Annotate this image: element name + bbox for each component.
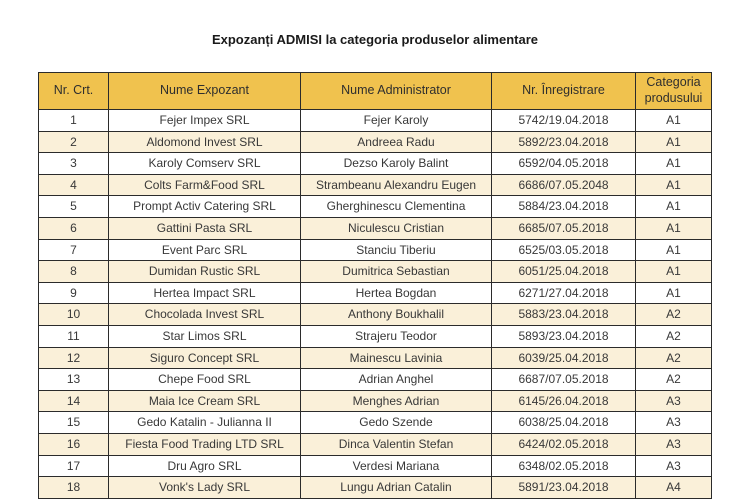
cell-expozant: Vonk's Lady SRL: [109, 477, 301, 499]
cell-administrator: Anthony Boukhalil: [301, 304, 492, 326]
cell-expozant: Fejer Impex SRL: [109, 110, 301, 132]
cell-expozant: Dru Agro SRL: [109, 455, 301, 477]
table-row: [39, 153, 712, 175]
page-title: Expozanți ADMISI la categoria produselor alimentare: [211, 32, 539, 47]
cell-categoria: A1: [636, 196, 712, 218]
cell-expozant: Event Parc SRL: [109, 239, 301, 261]
cell-administrator: Dumitrica Sebastian: [301, 261, 492, 283]
table-row: [39, 174, 712, 196]
cell-nr: 17: [39, 455, 109, 477]
cell-categoria: A3: [636, 433, 712, 455]
cell-inregistrare: 6686/07.05.2048: [492, 174, 636, 196]
cell-inregistrare: 5891/23.04.2018: [492, 477, 636, 499]
cell-categoria: A1: [636, 239, 712, 261]
cell-expozant: Dumidan Rustic SRL: [109, 261, 301, 283]
cell-nr: 1: [39, 110, 109, 132]
cell-administrator: Gedo Szende: [301, 412, 492, 434]
cell-inregistrare: 5892/23.04.2018: [492, 131, 636, 153]
cell-inregistrare: 5884/23.04.2018: [492, 196, 636, 218]
cell-inregistrare: 6687/07.05.2018: [492, 369, 636, 391]
cell-expozant: Gattini Pasta SRL: [109, 217, 301, 239]
cell-categoria: A3: [636, 390, 712, 412]
cell-administrator: Fejer Karoly: [301, 110, 492, 132]
cell-categoria: A3: [636, 412, 712, 434]
table-row: [39, 412, 712, 434]
table-row: [39, 131, 712, 153]
table-row: [39, 369, 712, 391]
cell-categoria: A3: [636, 455, 712, 477]
cell-expozant: Prompt Activ Catering SRL: [109, 196, 301, 218]
cell-administrator: Hertea Bogdan: [301, 282, 492, 304]
cell-inregistrare: 6424/02.05.2018: [492, 433, 636, 455]
cell-inregistrare: 6685/07.05.2018: [492, 217, 636, 239]
cell-administrator: Dinca Valentin Stefan: [301, 433, 492, 455]
cell-nr: 2: [39, 131, 109, 153]
header-nr-inregistrare: Nr. Înregistrare: [492, 73, 636, 110]
header-categoria-produsului: Categoria produsului: [636, 73, 712, 110]
table-row: [39, 239, 712, 261]
table-header: [39, 73, 712, 110]
cell-nr: 9: [39, 282, 109, 304]
cell-expozant: Siguro Concept SRL: [109, 347, 301, 369]
cell-nr: 14: [39, 390, 109, 412]
cell-administrator: Niculescu Cristian: [301, 217, 492, 239]
table-row: [39, 217, 712, 239]
cell-nr: 12: [39, 347, 109, 369]
table-row: [39, 433, 712, 455]
cell-inregistrare: 6039/25.04.2018: [492, 347, 636, 369]
cell-administrator: Adrian Anghel: [301, 369, 492, 391]
cell-administrator: Gherghinescu Clementina: [301, 196, 492, 218]
cell-expozant: Colts Farm&Food SRL: [109, 174, 301, 196]
cell-inregistrare: 6525/03.05.2018: [492, 239, 636, 261]
table-row: [39, 325, 712, 347]
cell-nr: 3: [39, 153, 109, 175]
cell-nr: 18: [39, 477, 109, 499]
cell-expozant: Aldomond Invest SRL: [109, 131, 301, 153]
cell-nr: 13: [39, 369, 109, 391]
table-row: [39, 282, 712, 304]
cell-administrator: Lungu Adrian Catalin: [301, 477, 492, 499]
table-row: [39, 477, 712, 499]
cell-inregistrare: 6271/27.04.2018: [492, 282, 636, 304]
cell-nr: 11: [39, 325, 109, 347]
cell-inregistrare: 6038/25.04.2018: [492, 412, 636, 434]
cell-expozant: Chocolada Invest SRL: [109, 304, 301, 326]
cell-administrator: Verdesi Mariana: [301, 455, 492, 477]
cell-categoria: A2: [636, 347, 712, 369]
table-row: [39, 455, 712, 477]
cell-categoria: A4: [636, 477, 712, 499]
table-row: [39, 110, 712, 132]
table-body: [39, 110, 712, 499]
exhibitors-table: [38, 72, 712, 499]
cell-categoria: A1: [636, 131, 712, 153]
cell-categoria: A2: [636, 325, 712, 347]
table-row: [39, 196, 712, 218]
header-nr-crt: Nr. Crt.: [39, 73, 109, 110]
cell-inregistrare: 6348/02.05.2018: [492, 455, 636, 477]
cell-inregistrare: 6145/26.04.2018: [492, 390, 636, 412]
cell-nr: 10: [39, 304, 109, 326]
cell-administrator: Strambeanu Alexandru Eugen: [301, 174, 492, 196]
table-row: [39, 304, 712, 326]
cell-categoria: A1: [636, 174, 712, 196]
cell-inregistrare: 6051/25.04.2018: [492, 261, 636, 283]
table-row: [39, 347, 712, 369]
cell-nr: 15: [39, 412, 109, 434]
cell-administrator: Strajeru Teodor: [301, 325, 492, 347]
cell-administrator: Andreea Radu: [301, 131, 492, 153]
cell-nr: 4: [39, 174, 109, 196]
cell-nr: 6: [39, 217, 109, 239]
cell-expozant: Hertea Impact SRL: [109, 282, 301, 304]
cell-inregistrare: 5893/23.04.2018: [492, 325, 636, 347]
cell-inregistrare: 6592/04.05.2018: [492, 153, 636, 175]
cell-nr: 8: [39, 261, 109, 283]
cell-nr: 16: [39, 433, 109, 455]
cell-nr: 7: [39, 239, 109, 261]
table-row: [39, 390, 712, 412]
cell-categoria: A1: [636, 110, 712, 132]
cell-categoria: A1: [636, 217, 712, 239]
cell-administrator: Dezso Karoly Balint: [301, 153, 492, 175]
cell-categoria: A2: [636, 304, 712, 326]
cell-categoria: A2: [636, 369, 712, 391]
cell-inregistrare: 5742/19.04.2018: [492, 110, 636, 132]
header-nume-expozant: Nume Expozant: [109, 73, 301, 110]
table-row: [39, 261, 712, 283]
cell-expozant: Gedo Katalin - Julianna II: [109, 412, 301, 434]
document-page: [0, 32, 750, 500]
cell-expozant: Star Limos SRL: [109, 325, 301, 347]
cell-expozant: Chepe Food SRL: [109, 369, 301, 391]
cell-expozant: Fiesta Food Trading LTD SRL: [109, 433, 301, 455]
header-nume-administrator: Nume Administrator: [301, 73, 492, 110]
cell-administrator: Mainescu Lavinia: [301, 347, 492, 369]
cell-administrator: Menghes Adrian: [301, 390, 492, 412]
cell-inregistrare: 5883/23.04.2018: [492, 304, 636, 326]
cell-expozant: Karoly Comserv SRL: [109, 153, 301, 175]
cell-expozant: Maia Ice Cream SRL: [109, 390, 301, 412]
cell-categoria: A1: [636, 282, 712, 304]
cell-categoria: A1: [636, 261, 712, 283]
cell-nr: 5: [39, 196, 109, 218]
table-header-row: [39, 73, 712, 110]
cell-administrator: Stanciu Tiberiu: [301, 239, 492, 261]
cell-categoria: A1: [636, 153, 712, 175]
